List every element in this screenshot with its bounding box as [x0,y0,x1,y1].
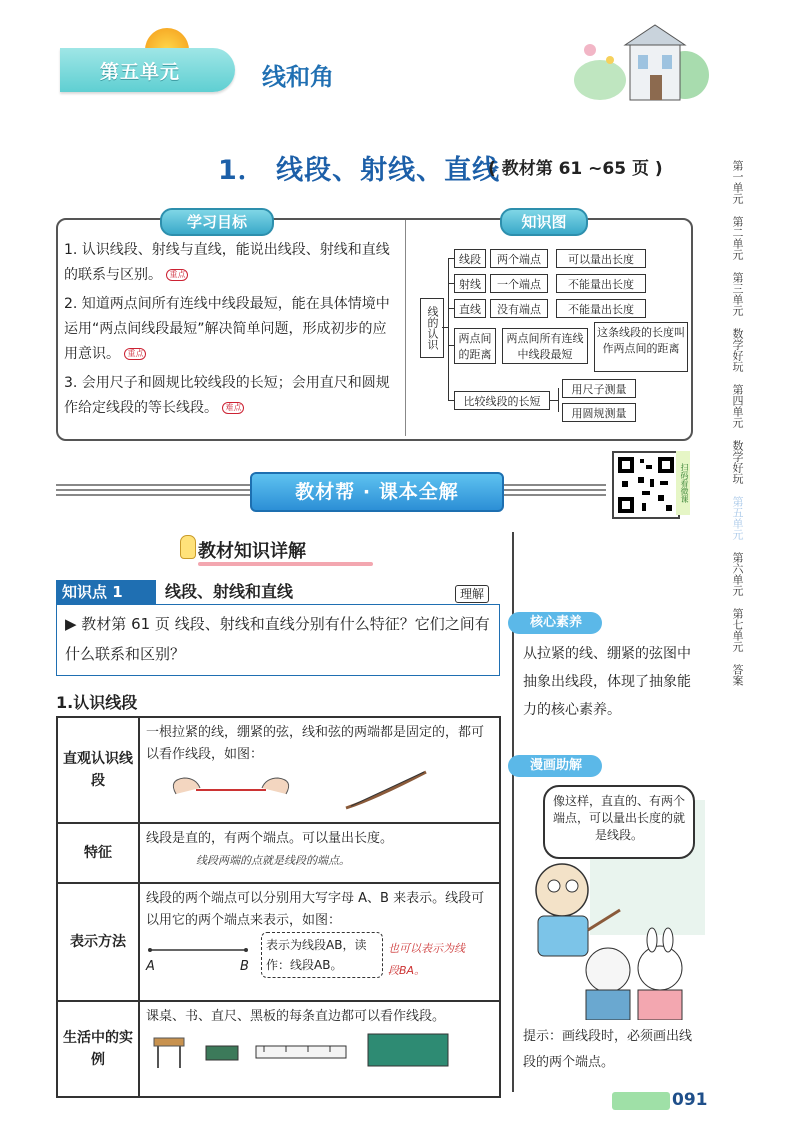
side-tab-unit1[interactable]: 第一单元 [731,160,744,204]
side-tab-fun2[interactable]: 数学好玩 [731,440,744,484]
key-point-badge: 重点 [124,348,146,360]
core-literacy-text: 从拉紧的线、绷紧的弦图中抽象出线段，体现了抽象能力的核心素养。 [523,646,691,718]
table-row [57,823,500,883]
objective-item: 3. 会用尺子和圆规比较线段的长短；会用直尺和圆规作给定线段的等长线段。 难点 [64,375,390,416]
tip-text: 提示：画线段时，必须画出线段的两个端点。 [523,1029,693,1070]
segment-table [56,716,501,1098]
table-cell: 一根拉紧的线，绷紧的弦，线和弦的两端都是固定的，都可以看作线段，如图： [139,717,500,823]
km-node-distance: 两点间的距离 [454,328,496,364]
side-tab-unit6[interactable]: 第六单元 [731,552,744,596]
table-head: 特征 [57,823,139,883]
km-node-compare: 比较线段的长短 [454,391,550,410]
table-head: 生活中的实例 [57,1001,139,1097]
km-node: 用尺子测量 [562,379,636,398]
table-row [57,883,500,1001]
table-head: 直观认识线段 [57,717,139,823]
point-a-label: A [146,959,155,974]
section-heading: 1.认识线段 [56,693,138,712]
table-row [57,1001,500,1097]
side-tab-unit3[interactable]: 第三单元 [731,272,744,316]
comic-illustration [520,850,700,1020]
km-connector [550,400,558,401]
lesson-title: 1． 线段、射线、直线 [218,155,501,186]
knowledge-point-label: 知识点 1 [56,580,156,604]
km-node: 两个端点 [490,249,548,268]
km-node: 两点间所有连线中线段最短 [502,328,588,364]
km-node: 用圆规测量 [562,403,636,422]
page-badge [612,1092,670,1110]
objective-item: 2. 知道两点间所有连线中线段最短，能在具体情境中运用“两点间线段最短”解决简单问题，形成初步的应用意识。 重点 [64,296,390,362]
table-row [57,717,500,823]
lesson-subtitle: ( 教材第 61 ~65 页 ) [488,159,663,179]
unit-tab [60,48,235,92]
objectives-header: 学习目标 [160,208,274,236]
side-tab-unit2[interactable]: 第二单元 [731,216,744,260]
km-connector [558,388,559,412]
understand-tag: 理解 [455,585,489,603]
explain-title: 教材知识详解 [198,541,306,562]
house-illustration [570,10,710,110]
speech-bubble: 像这样，直直的、有两个端点，可以量出长度的就是线段。 [543,785,695,859]
side-tab-answers[interactable]: 答案 [731,664,744,686]
lightbulb-icon [180,535,196,559]
difficult-point-badge: 难点 [222,402,244,414]
unit-label: 第五单元 [100,61,181,83]
question-box: ▶ 教材第 61 页 线段、射线和直线分别有什么特征？它们之间有什么联系和区别？ [56,604,500,676]
core-literacy-tag: 核心素养 [508,612,602,634]
km-node: 这条线段的长度叫作两点间的距离 [594,322,688,372]
table-cell: 线段的两个端点可以分别用大写字母 A、B 来表示。线段可以用它的两个端点来表示，如图： A B 表示为线段AB，读作：线段AB。 也可以表示为线段BA。 [139,883,500,1001]
page-number: 091 [672,1090,708,1110]
knowledge-point-title: 线段、射线和直线 [165,582,294,601]
key-point-badge: 重点 [166,269,188,281]
unit-title: 线和角 [262,63,334,91]
knowledge-map-header: 知识图 [500,208,588,236]
qr-label: 扫码看微课 [676,451,690,515]
side-tab-unit5[interactable]: 第五单元 [731,496,744,540]
km-node-segment: 线段 [454,249,486,268]
km-node: 一个端点 [490,274,548,293]
string-illustration [146,766,486,810]
point-b-label: B [240,959,249,974]
side-tab-unit4[interactable]: 第四单元 [731,384,744,428]
objective-list [64,238,400,425]
table-cell: 线段是直的，有两个端点。可以量出长度。 线段两端的点就是线段的端点。 [139,823,500,883]
box-divider [405,220,406,436]
km-root: 线的认识 [420,298,444,358]
comic-help-tag: 漫画助解 [508,755,602,777]
objective-item: 1. 认识线段、射线与直线，能说出线段、射线和直线的联系与区别。 重点 [64,242,390,283]
km-node: 没有端点 [490,299,548,318]
km-node-ray: 射线 [454,274,486,293]
notation-box: 表示为线段AB，读作：线段AB。 [261,932,383,978]
table-cell: 课桌、书、直尺、黑板的每条直边都可以看作线段。 [139,1001,500,1097]
side-tab-unit7[interactable]: 第七单元 [731,608,744,652]
km-node: 不能量出长度 [556,274,646,293]
side-tab-fun1[interactable]: 数学好玩 [731,328,744,372]
side-tabs [712,160,744,698]
objects-illustration [146,1028,466,1072]
table-head: 表示方法 [57,883,139,1001]
section-banner: 教材帮 · 课本全解 [250,472,504,512]
side-annotation: 也可以表示为线段BA。 [388,942,465,977]
annotation-note: 线段两端的点就是线段的端点。 [196,854,350,867]
km-node-line: 直线 [454,299,486,318]
qr-code[interactable] [612,451,680,519]
km-node: 不能量出长度 [556,299,646,318]
km-node: 可以量出长度 [556,249,646,268]
km-connector [448,258,449,400]
